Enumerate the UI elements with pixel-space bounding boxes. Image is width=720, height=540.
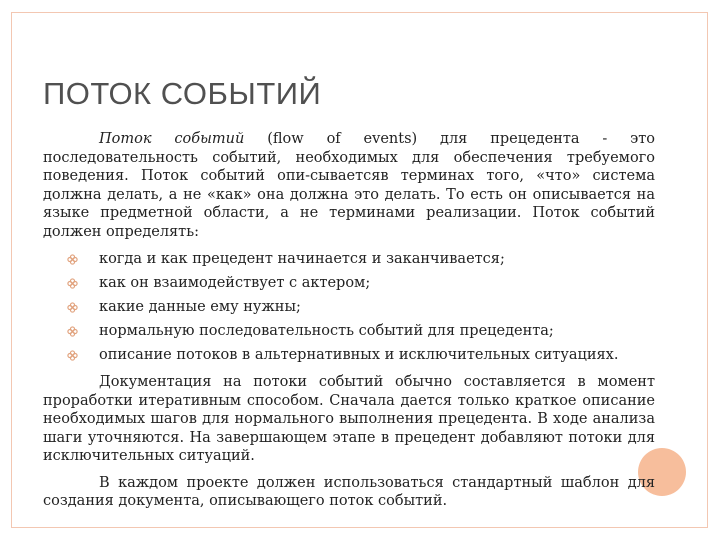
bullet-text: описание потоков в альтернативных и исключительных ситуациях. <box>99 347 619 363</box>
paragraph-documentation: Документация на потоки событий обычно составляется в момент проработки итеративным способом. Сначала дается только краткое описание необходимых шагов для нормального выполнения прецедента. В ходе анализа шаги уточняются. На завершающем этапе в прецедент добавляют потоки для исключительных ситуаций. <box>43 374 655 464</box>
intro-paragraph <box>43 130 655 241</box>
list-item <box>43 319 655 343</box>
intro-term: Поток событий <box>99 131 245 147</box>
intro-text: (flow of events) для прецедента - это последовательность событий, необходимых для обеспечения требуемого поведения. Поток событий опи-сываетсяв терминах того, «что» система должна делать, а не «как» она должна это делать. То есть он описывается на языке предметной области, а не терминами реализации. Поток событий должен определять: <box>43 131 656 240</box>
slide-body <box>43 130 655 511</box>
list-item <box>43 247 655 271</box>
flower-bullet-icon <box>67 350 78 361</box>
flower-bullet-icon <box>67 302 78 313</box>
paragraph-template: В каждом проекте должен использоваться стандартный шаблон для создания документа, описывающего поток событий. <box>43 474 655 509</box>
slide-title: ПОТОК СОБЫТИЙ <box>43 76 322 111</box>
bullet-text: какие данные ему нужны; <box>99 299 301 315</box>
flower-bullet-icon <box>67 254 78 265</box>
bullet-text: нормальную последовательность событий для прецедента; <box>99 323 554 339</box>
flower-bullet-icon <box>67 326 78 337</box>
bullet-text: когда и как прецедент начинается и заканчивается; <box>99 251 505 267</box>
list-item <box>43 271 655 295</box>
bullet-text: как он взаимодействует с актером; <box>99 275 371 291</box>
flower-bullet-icon <box>67 278 78 289</box>
list-item <box>43 295 655 319</box>
list-item <box>43 343 655 367</box>
bullet-list <box>43 247 655 367</box>
